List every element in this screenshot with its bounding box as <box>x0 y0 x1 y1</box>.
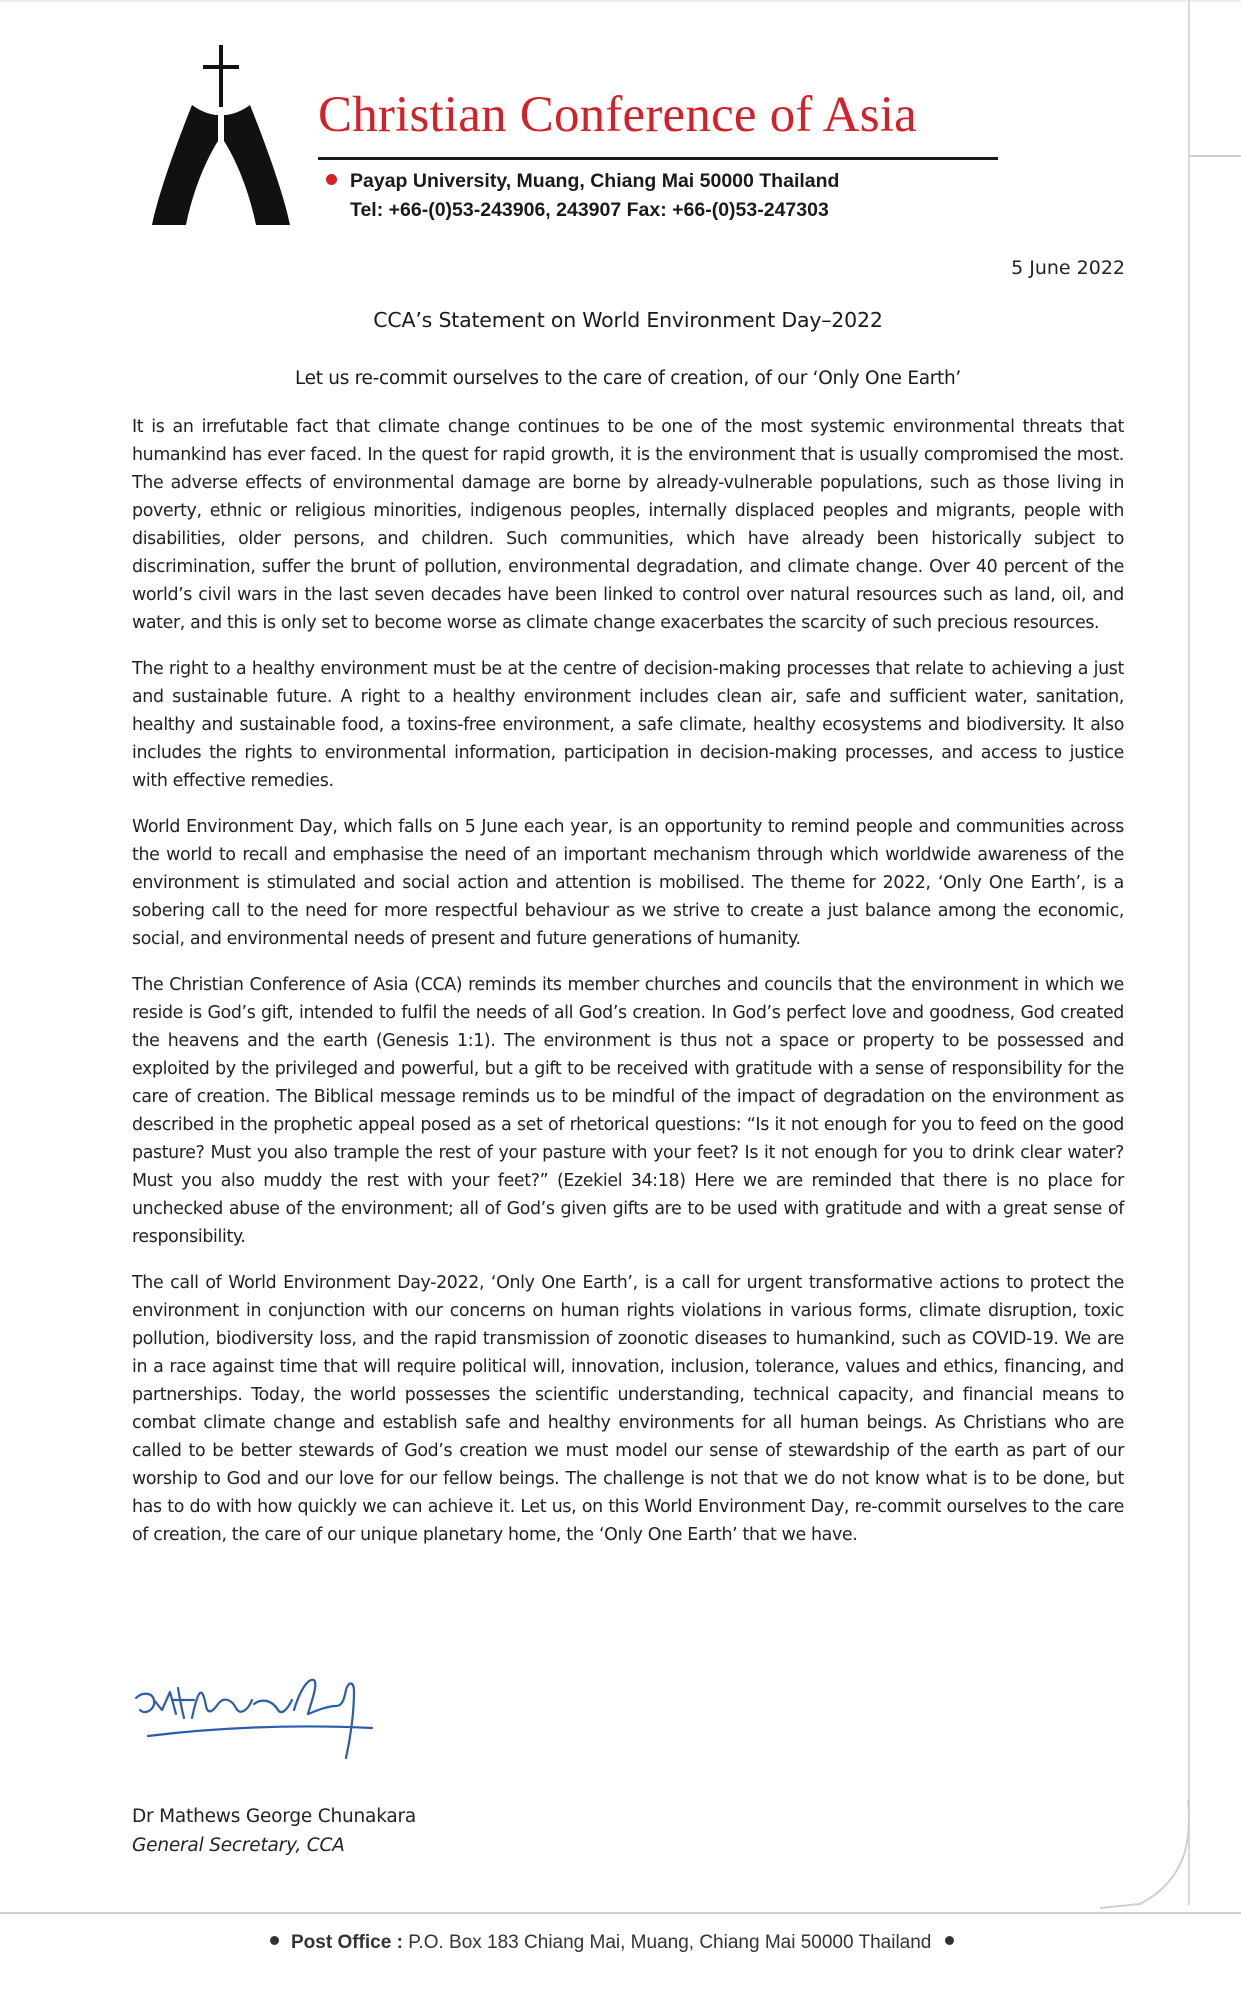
footer-divider <box>0 1912 1241 1914</box>
bullet-icon <box>326 174 337 185</box>
page-top-edge <box>0 0 1241 2</box>
body-paragraph: World Environment Day, which falls on 5 June each year, is an opportunity to remind people and communities across the world to recall and emphasise the need of an important mechanism through which worldwide awareness of the environment is stimulated and social action and attention is mobilised. The theme for 2022, ‘Only One Earth’, is a sobering call to the need for more respectful behaviour as we strive to create a just balance among the economic, social, and environmental needs of present and future generations of humanity. <box>132 817 1124 949</box>
body-paragraph: It is an irrefutable fact that climate change continues to be one of the most systemic environmental threats that humankind has ever faced. In the quest for rapid growth, it is the environment that is usually compromised the most. The adverse effects of environmental damage are borne by already-vulnerable populations, such as those living in poverty, ethnic or religious minorities, indigenous peoples, internally displaced peoples and migrants, people with disabilities, older persons, and children. Such communities, which have already been historically subject to discrimination, suffer the brunt of pollution, environmental degradation, and climate change. Over 40 percent of the world’s civil wars in the last seven decades have been linked to control over natural resources such as land, oil, and water, and this is only set to become worse as climate change exacerbates the scarcity of such precious resources. <box>132 417 1124 633</box>
signer-name: Dr Mathews George Chunakara <box>132 1806 417 1827</box>
footer-address: P.O. Box 183 Chiang Mai, Muang, Chiang Mai 50000 Thailand <box>408 1932 932 1953</box>
page-right-edge <box>1188 0 1190 1905</box>
header-rule-margin <box>1188 155 1241 157</box>
body-paragraph: The call of World Environment Day-2022, ‘Only One Earth’, is a call for urgent transformative actions to protect the environment in conjunction with our concerns on human rights violations in various forms, climate disruption, toxic pollution, biodiversity loss, and the rapid transmission of zoonotic diseases to humankind, such as COVID-19. We are in a race against time that will require political will, innovation, inclusion, tolerance, values and ethics, financing, and partnerships. Today, the world possesses the scientific understanding, technical capacity, and financial means to combat climate change and establish safe and healthy environments for all human beings. As Christians who are called to be better stewards of God’s creation we must model our sense of stewardship of the earth as part of our worship to God and our love for our fellow beings. The challenge is not that we do not know what is to be done, but has to do with how quickly we can achieve it. Let us, on this World Environment Day, re-commit ourselves to the care of creation, the care of our unique planetary home, the ‘Only One Earth’ that we have. <box>132 1273 1124 1545</box>
statement-title: CCA’s Statement on World Environment Day–2022 <box>373 308 883 332</box>
signer-title: General Secretary, CCA <box>132 1835 345 1856</box>
letterhead-contact: Tel: +66-(0)53-243906, 243907 Fax: +66-(0)53-247303 <box>350 199 829 221</box>
footer-label: Post Office : <box>291 1932 403 1953</box>
statement-body <box>132 413 1124 1567</box>
address-text: Payap University, Muang, Chiang Mai 50000 Thailand <box>350 170 840 192</box>
handwritten-signature <box>132 1670 392 1780</box>
letterhead-address <box>326 170 839 193</box>
body-paragraph: The right to a healthy environment must be at the centre of decision-making processes that relate to achieving a just and sustainable future. A right to a healthy environment includes clean air, safe and sufficient water, sanitation, healthy and sustainable food, a toxins-free environment, a safe climate, healthy ecosystems and biodiversity. It also includes the rights to environmental information, participation in decision-making processes, and access to justice with effective remedies. <box>132 659 1124 791</box>
bullet-icon <box>945 1936 954 1945</box>
footer-postal-address <box>270 1932 954 1954</box>
bullet-icon <box>270 1936 279 1945</box>
page-curl-shadow <box>1100 1800 1200 1910</box>
letterhead-divider <box>318 157 998 160</box>
body-paragraph: The Christian Conference of Asia (CCA) reminds its member churches and councils that the environment in which we reside is God’s gift, intended to fulfil the needs of all God’s creation. In God’s perfect love and goodness, God created the heavens and the earth (Genesis 1:1). The environment is thus not a space or property to be possessed and exploited by the privileged and powerful, but a gift to be received with gratitude with a sense of responsibility for the care of creation. The Biblical message reminds us to be mindful of the impact of degradation on the environment as described in the prophetic appeal posed as a set of rhetorical questions: “Is it not enough for you to feed on the good pasture? Must you also trample the rest of your pasture with your feet? Is it not enough for you to drink clear water? Must you also muddy the rest with your feet?” (Ezekiel 34:18) Here we are reminded that there is no place for unchecked abuse of the environment; all of God’s given gifts are to be used with gratitude and with a great sense of responsibility. <box>132 975 1124 1247</box>
letter-date: 5 June 2022 <box>1011 257 1125 279</box>
cross-praying-hands-logo <box>152 45 292 231</box>
organization-name: Christian Conference of Asia <box>318 87 918 143</box>
statement-subtitle: Let us re-commit ourselves to the care of creation, of our ‘Only One Earth’ <box>294 368 962 389</box>
